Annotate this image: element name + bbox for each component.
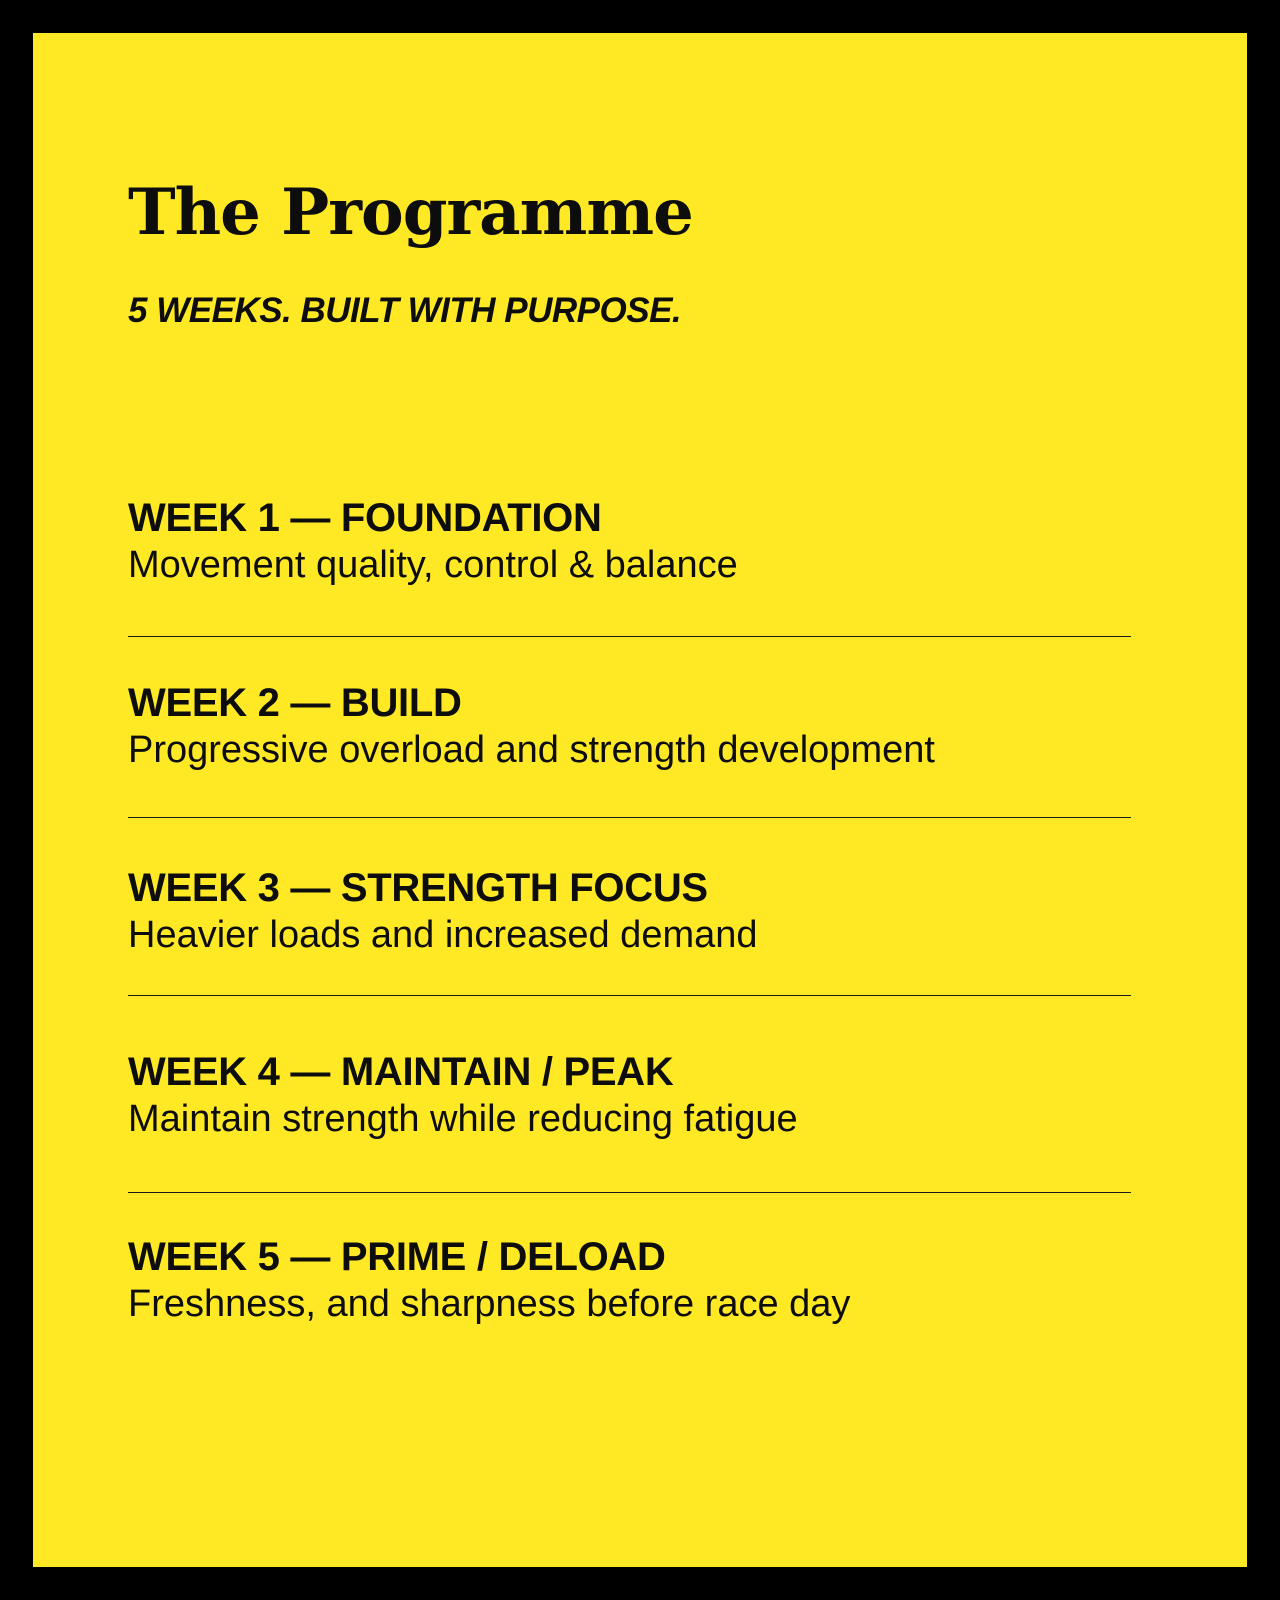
divider: [128, 995, 1131, 996]
week-5-description: Freshness, and sharpness before race day: [128, 1283, 851, 1325]
page-title: The Programme: [128, 175, 693, 250]
week-1-description: Movement quality, control & balance: [128, 544, 738, 586]
programme-panel: [33, 33, 1247, 1567]
week-5-item: [128, 1233, 1131, 1327]
week-4-item: [128, 1048, 1131, 1142]
divider: [128, 1192, 1131, 1193]
week-2-item: [128, 679, 1131, 773]
week-5-heading: WEEK 5 — PRIME / DELOAD: [128, 1235, 666, 1279]
week-4-description: Maintain strength while reducing fatigue: [128, 1098, 798, 1140]
week-3-description: Heavier loads and increased demand: [128, 914, 758, 956]
week-2-heading: WEEK 2 — BUILD: [128, 681, 462, 725]
week-4-heading: WEEK 4 — MAINTAIN / PEAK: [128, 1050, 674, 1094]
page-subtitle: 5 WEEKS. BUILT WITH PURPOSE.: [128, 291, 682, 330]
week-1-item: [128, 494, 1131, 588]
week-3-item: [128, 864, 1131, 958]
week-2-description: Progressive overload and strength development: [128, 729, 935, 771]
week-3-heading: WEEK 3 — STRENGTH FOCUS: [128, 866, 708, 910]
divider: [128, 636, 1131, 637]
week-1-heading: WEEK 1 — FOUNDATION: [128, 496, 602, 540]
divider: [128, 817, 1131, 818]
